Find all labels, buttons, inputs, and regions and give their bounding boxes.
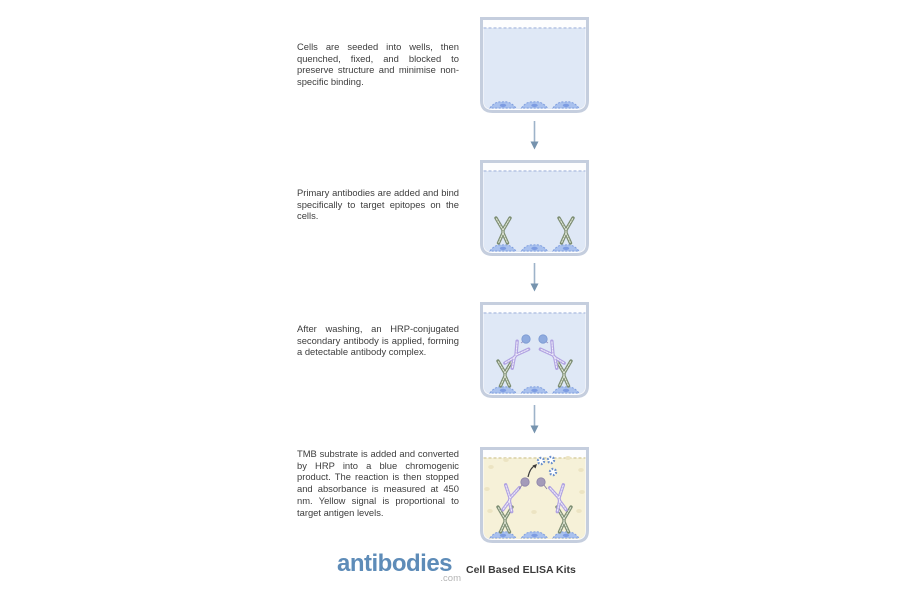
well-illustration-step3 xyxy=(478,300,591,400)
arrow-down-icon xyxy=(528,121,541,151)
well-beaker xyxy=(482,449,588,542)
brand-domain: .com xyxy=(440,573,461,584)
step-1-description: Cells are seeded into wells, then quenched, fixed, and blocked to preserve structure and minimise non-specific binding. xyxy=(297,41,459,88)
step-3-description: After washing, an HRP-conjugated secondary antibody is applied, forming a detectable antibody complex. xyxy=(297,323,459,358)
tmb-product-icon xyxy=(550,469,556,475)
hrp-enzyme-icon xyxy=(539,335,547,343)
brand-name: antibodies xyxy=(337,550,453,577)
well-illustration-step1 xyxy=(478,15,591,115)
hrp-enzyme-icon xyxy=(522,335,530,343)
product-title: Cell Based ELISA Kits xyxy=(466,564,576,576)
well-beaker xyxy=(482,162,588,255)
arrow-down-icon xyxy=(528,405,541,435)
arrow-down-icon xyxy=(528,263,541,293)
well-beaker xyxy=(482,19,588,112)
brand-logo xyxy=(337,551,463,584)
tmb-product-icon xyxy=(538,458,544,464)
well-illustration-step2 xyxy=(478,158,591,258)
well-illustration-step4 xyxy=(478,445,591,545)
tmb-product-icon xyxy=(548,457,554,463)
hrp-enzyme-icon xyxy=(521,478,529,486)
hrp-enzyme-icon xyxy=(537,478,545,486)
step-2-description: Primary antibodies are added and bind specifically to target epitopes on the cells. xyxy=(297,187,459,222)
step-4-description: TMB substrate is added and converted by HRP into a blue chromogenic product. The reaction is then stopped and absorbance is measured at 450 nm. Yellow signal is proportional to target antigen levels. xyxy=(297,448,459,518)
well-beaker xyxy=(482,304,588,397)
